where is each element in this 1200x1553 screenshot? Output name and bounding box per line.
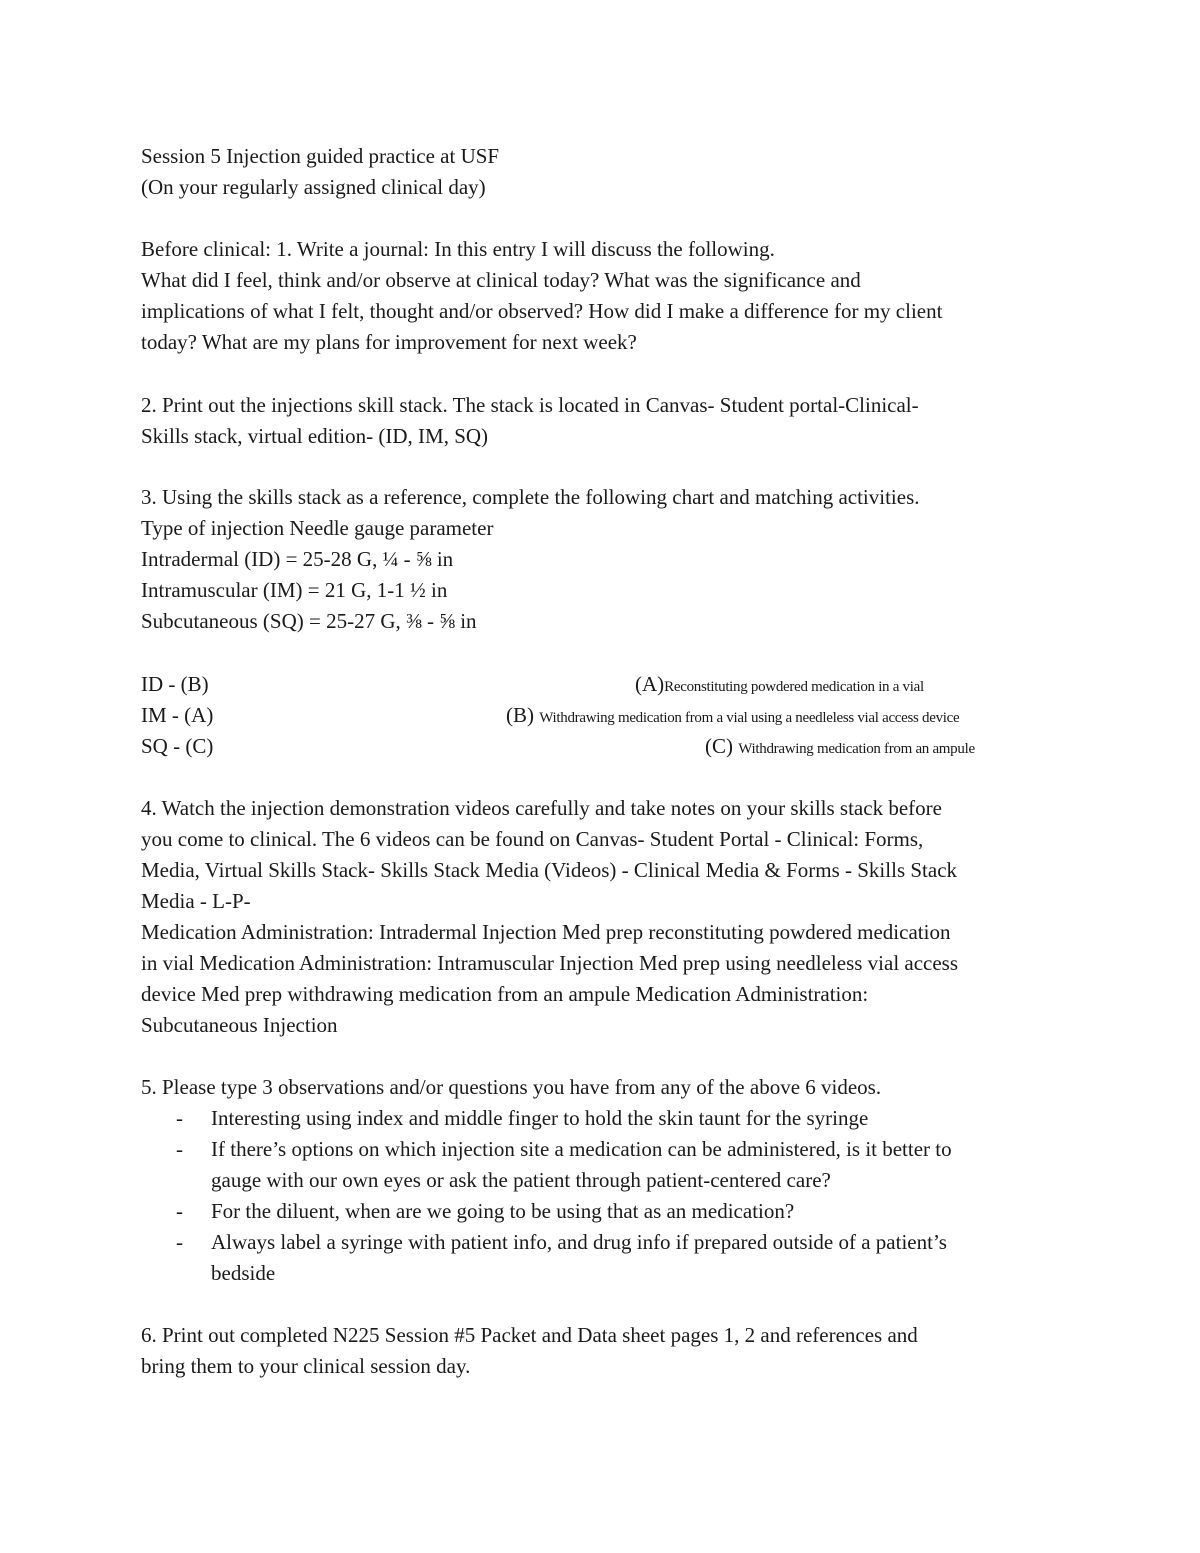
step2-line: Skills stack, virtual edition- (ID, IM, SQ)	[141, 424, 489, 448]
chart-row-intradermal: Intradermal (ID) = 25-28 G, ¼ - ⅝ in	[141, 547, 454, 571]
bullet-item: Interesting using index and middle finger to hold the skin taunt for the syringe	[211, 1106, 869, 1130]
step6-line: bring them to your clinical session day.	[141, 1354, 471, 1378]
bullet-item: If there’s options on which injection site a medication can be administered, is it better to	[211, 1137, 952, 1161]
option-text: Withdrawing medication from an ampule	[738, 741, 975, 757]
match-im: IM - (A)	[141, 703, 214, 727]
step6-line: 6. Print out completed N225 Session #5 Packet and Data sheet pages 1, 2 and references and	[141, 1323, 918, 1347]
step4-line: Medication Administration: Intradermal Injection Med prep reconstituting powdered medication	[141, 920, 951, 944]
chart-header: Type of injection Needle gauge parameter	[141, 516, 494, 540]
step1-line: What did I feel, think and/or observe at clinical today? What was the significance and	[141, 268, 861, 292]
match-option-b	[506, 700, 959, 734]
step2-line: 2. Print out the injections skill stack. The stack is located in Canvas- Student portal-Clinical-	[141, 393, 919, 417]
document-page: Session 5 Injection guided practice at USF (On your regularly assigned clinical day) Before clinical: 1. Write a journal: In this entry I will discuss the following. What did I feel, think and/or observe at clinical today? What was the significance and implications of what I felt, thought and/or observed? How did I make a difference for my client today? What are my plans for improvement for next week? 2. Print out the injections skill stack. The stack is located in Canvas- Student portal-Clinical- Skills stack, virtual edition- (ID, IM, SQ) 3. Using the skills stack as a reference, complete the following chart and matching activities. Type of injection Needle gauge parameter Intradermal (ID) = 25-28 G, ¼ - ⅝ in Intramuscular (IM) = 21 G, 1-1 ½ in Subcutaneous (SQ) = 25-27 G, ⅜ - ⅝ in ID - (B) IM - (A) SQ - (C) (A)Reconstituting powdered medication in a vial (B) Withdrawing medication from a vial using a needleless vial access device (C) Withdrawing medication from an ampule 4. Watch the injection demonstration videos carefully and take notes on your skills stack before you come to clinical. The 6 videos can be found on Canvas- Student Portal - Clinical: Forms, Media, Virtual Skills Stack- Skills Stack Media (Videos) - Clinical Media & Forms - Skills Stack Media - L-P- Medication Administration: Intradermal Injection Med prep reconstituting powdered medication in vial Medication Administration: Intramuscular Injection Med prep using needleless vial access device Med prep withdrawing medication from an ampule Medication Administration: Subcutaneous Injection 5. Please type 3 observations and/or questions you have from any of the above 6 videos. - Interesting using index and middle finger to hold the skin taunt for the syringe - If there’s options on which injection site a medication can be administered, is it better to gauge with our own eyes or ask the patient through patient-centered care? - For the diluent, when are we going to be using that as an medication? - Always label a syringe with patient info, and drug info if prepared outside of a patient’s bedside 6. Print out completed N225 Session #5 Packet and Data sheet pages 1, 2 and references and bring them to your clinical session day.	[0, 0, 1200, 1553]
bullet-item: For the diluent, when are we going to be using that as an medication?	[211, 1199, 795, 1223]
step4-line: device Med prep withdrawing medication from an ampule Medication Administration:	[141, 982, 869, 1006]
bullet-item-continued: bedside	[211, 1261, 276, 1285]
step4-line: Media, Virtual Skills Stack- Skills Stack Media (Videos) - Clinical Media & Forms - Skills Stack	[141, 858, 958, 882]
option-letter: (A)	[635, 672, 665, 696]
chart-row-subcutaneous: Subcutaneous (SQ) = 25-27 G, ⅜ - ⅝ in	[141, 609, 477, 633]
match-id: ID - (B)	[141, 672, 209, 696]
match-option-c	[705, 731, 975, 765]
document-subtitle: (On your regularly assigned clinical day)	[141, 175, 486, 199]
step1-line: Before clinical: 1. Write a journal: In this entry I will discuss the following.	[141, 237, 775, 261]
step1-line: today? What are my plans for improvement for next week?	[141, 330, 637, 354]
option-letter: (B)	[506, 703, 534, 727]
step4-line: Subcutaneous Injection	[141, 1013, 338, 1037]
bullet-item-continued: gauge with our own eyes or ask the patient through patient-centered care?	[211, 1168, 831, 1192]
step1-line: implications of what I felt, thought and/or observed? How did I make a difference for my client	[141, 299, 943, 323]
step4-line: in vial Medication Administration: Intramuscular Injection Med prep using needleless vial access	[141, 951, 959, 975]
step4-line: you come to clinical. The 6 videos can be found on Canvas- Student Portal - Clinical: Forms,	[141, 827, 924, 851]
option-text: Reconstituting powdered medication in a vial	[664, 679, 924, 695]
match-sq: SQ - (C)	[141, 734, 214, 758]
step3-intro: 3. Using the skills stack as a reference, complete the following chart and matching activities.	[141, 485, 920, 509]
chart-row-intramuscular: Intramuscular (IM) = 21 G, 1-1 ½ in	[141, 578, 448, 602]
option-text: Withdrawing medication from a vial using a needleless vial access device	[539, 710, 960, 726]
document-title: Session 5 Injection guided practice at USF	[141, 144, 500, 168]
bullet-item: Always label a syringe with patient info, and drug info if prepared outside of a patient’s	[211, 1230, 947, 1254]
step4-line: 4. Watch the injection demonstration videos carefully and take notes on your skills stack before	[141, 796, 942, 820]
step4-line: Media - L-P-	[141, 889, 251, 913]
match-option-a	[635, 669, 924, 703]
step5-intro: 5. Please type 3 observations and/or questions you have from any of the above 6 videos.	[141, 1075, 882, 1099]
option-letter: (C)	[705, 734, 733, 758]
